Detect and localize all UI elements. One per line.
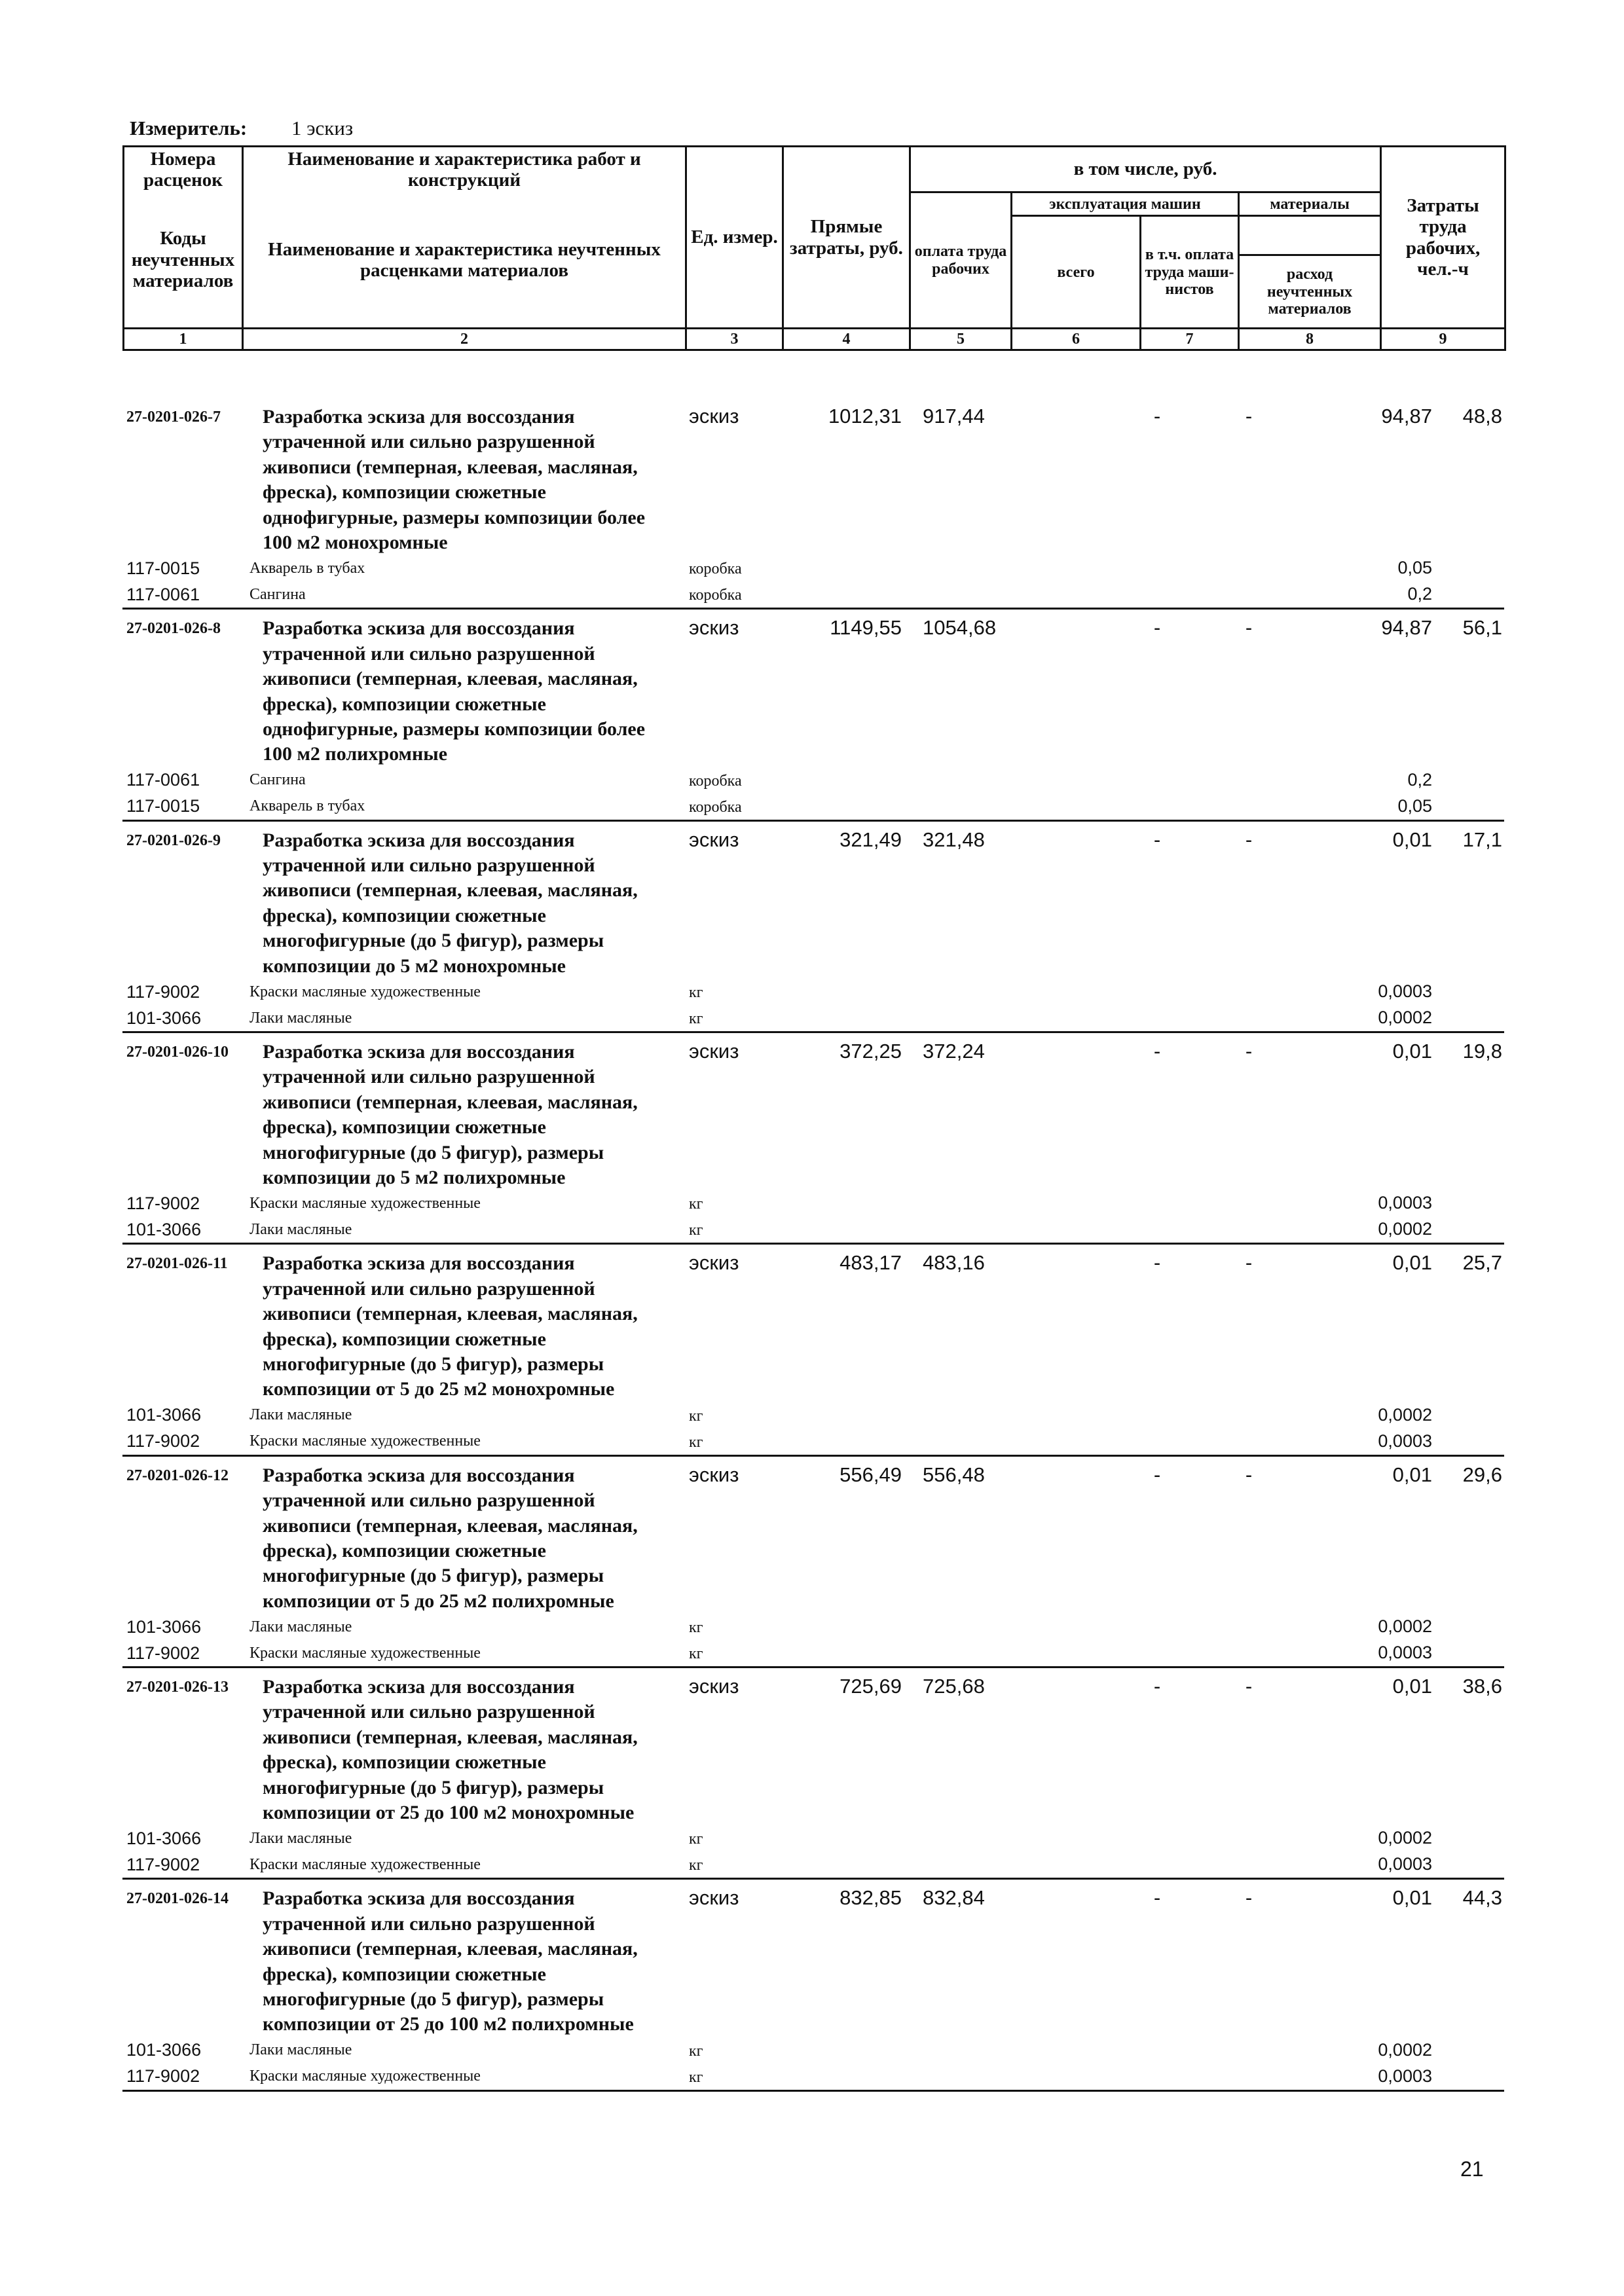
page-number: 21 [1460, 2157, 1484, 2181]
rate-row [122, 1033, 1504, 1190]
material-rate: 0,0002 [1378, 1404, 1432, 1425]
rate-code: 27-0201-026-13 [126, 1679, 229, 1696]
material-unit: кг [689, 2068, 703, 2086]
material-name: Лаки масляные [249, 1220, 352, 1238]
material-unit: кг [689, 1619, 703, 1637]
col-num: 9 [1381, 329, 1505, 350]
rate-code: 27-0201-026-7 [126, 409, 221, 426]
rate-entry [122, 1878, 1504, 2089]
material-rate: 0,0002 [1378, 2039, 1432, 2060]
rate-unit: эскиз [689, 1463, 739, 1486]
rate-machine-wages: - [1245, 405, 1253, 428]
rate-code: 27-0201-026-12 [126, 1467, 229, 1484]
material-unit: кг [689, 2042, 703, 2060]
rate-unit: эскиз [689, 405, 739, 428]
material-code: 117-9002 [126, 2066, 200, 2086]
rate-wages: 832,84 [923, 1886, 985, 1910]
material-rate: 0,0003 [1378, 1193, 1432, 1213]
rate-wages: 725,68 [923, 1675, 985, 1698]
material-name: Краски масляные художественные [249, 1855, 481, 1873]
material-row [122, 1216, 1504, 1243]
material-code: 117-0061 [126, 584, 200, 604]
material-code: 101-3066 [126, 1008, 202, 1028]
material-name: Сангина [249, 585, 306, 603]
rate-direct: 483,17 [840, 1251, 902, 1275]
rate-direct: 1012,31 [828, 405, 902, 428]
rate-labor: 17,1 [1462, 828, 1502, 851]
table-header [122, 145, 1506, 351]
rate-wages: 321,48 [923, 828, 985, 851]
hdr-mat-usage: расход неучтенных материалов [1239, 255, 1381, 329]
rate-code: 27-0201-026-10 [126, 1044, 229, 1061]
rate-direct: 321,49 [840, 828, 902, 851]
material-row [122, 1005, 1504, 1031]
material-rate: 0,0003 [1378, 1643, 1432, 1663]
rate-row [122, 1880, 1504, 2037]
rate-entry [122, 1243, 1504, 1454]
rate-labor: 44,3 [1462, 1886, 1502, 1910]
rate-wages: 372,24 [923, 1040, 985, 1063]
rate-machine-wages: - [1245, 1886, 1253, 1910]
rate-machine-wages: - [1245, 828, 1253, 851]
rate-row [122, 822, 1504, 979]
material-row [122, 2064, 1504, 2090]
rate-labor: 25,7 [1462, 1251, 1502, 1275]
rate-row [122, 1245, 1504, 1402]
material-name: Краски масляные художественные [249, 1644, 481, 1662]
rate-wages: 556,48 [923, 1463, 985, 1486]
material-unit: кг [689, 1407, 703, 1425]
material-rate: 0,0002 [1378, 1828, 1432, 1848]
rate-machines: - [1153, 405, 1161, 428]
rate-machine-wages: - [1245, 1040, 1253, 1063]
rate-unit: эскиз [689, 1886, 739, 1910]
material-row [122, 1190, 1504, 1216]
col-num: 8 [1239, 329, 1381, 350]
rate-materials: 94,87 [1381, 616, 1432, 640]
material-rate: 0,0003 [1378, 981, 1432, 1002]
material-rate: 0,05 [1397, 558, 1432, 578]
rate-labor: 29,6 [1462, 1463, 1502, 1486]
rate-name: Разработка эскиза для воссоздания утраченной или сильно разрушенной живописи (темперная, клеевая, масляная, фреска), композиции сюжетные многофигурные (до 5 фигур), размеры композиции от 5 до 25 м2 монохромные [263, 1252, 638, 1400]
material-code: 117-0015 [126, 796, 200, 816]
material-unit: кг [689, 1010, 703, 1028]
material-unit: кг [689, 1222, 703, 1239]
material-code: 117-0061 [126, 770, 200, 790]
material-code: 117-9002 [126, 1431, 200, 1451]
rate-entries [122, 398, 1504, 2092]
rate-code: 27-0201-026-8 [126, 620, 221, 638]
meter-line [130, 117, 353, 140]
rate-code: 27-0201-026-9 [126, 831, 221, 849]
rate-wages: 1054,68 [923, 616, 997, 640]
hdr-direct-costs: Прямые затраты, руб. [783, 147, 910, 329]
material-row [122, 555, 1504, 581]
hdr-column-numbers [124, 329, 1505, 350]
rate-labor: 48,8 [1462, 405, 1502, 428]
material-code: 117-0015 [126, 558, 200, 578]
col-num: 3 [686, 329, 783, 350]
rate-machine-wages: - [1245, 1463, 1253, 1486]
rate-machines: - [1153, 1251, 1161, 1275]
material-code: 101-3066 [126, 1828, 202, 1848]
material-unit: кг [689, 1857, 703, 1874]
material-row [122, 767, 1504, 793]
material-rate: 0,0002 [1378, 1616, 1432, 1637]
rate-direct: 372,25 [840, 1040, 902, 1063]
rate-materials: 0,01 [1392, 1463, 1432, 1486]
material-name: Краски масляные художественные [249, 983, 481, 1000]
rate-unit: эскиз [689, 1251, 739, 1275]
material-unit: коробка [689, 587, 742, 604]
material-rate: 0,05 [1397, 795, 1432, 816]
material-row [122, 581, 1504, 608]
rate-machines: - [1153, 828, 1161, 851]
rate-machine-wages: - [1245, 1675, 1253, 1698]
rate-machines: - [1153, 1675, 1161, 1698]
material-row [122, 979, 1504, 1005]
rate-row [122, 1668, 1504, 1825]
material-code: 117-9002 [126, 1643, 200, 1663]
material-row [122, 1614, 1504, 1640]
material-row [122, 793, 1504, 820]
material-code: 101-3066 [126, 1219, 202, 1239]
rate-code: 27-0201-026-14 [126, 1890, 229, 1908]
hdr-work-name: Наименование и характеристика работ и конструкций [243, 147, 686, 192]
material-rate: 0,0003 [1378, 1430, 1432, 1451]
material-unit: коробка [689, 560, 742, 578]
table-bottom-line [122, 2090, 1504, 2092]
material-name: Сангина [249, 771, 306, 789]
rate-name: Разработка эскиза для воссоздания утраченной или сильно разрушенной живописи (темперная, клеевая, масляная, фреска), композиции сюжетные однофигурные, размеры композиции более 100 м2 монохромные [263, 406, 646, 553]
rate-machines: - [1153, 1886, 1161, 1910]
material-row [122, 2037, 1504, 2064]
material-code: 101-3066 [126, 1616, 202, 1637]
material-name: Акварель в тубах [249, 559, 365, 577]
rate-name: Разработка эскиза для воссоздания утраченной или сильно разрушенной живописи (темперная, клеевая, масляная, фреска), композиции сюжетные многофигурные (до 5 фигур), размеры композиции до 5 м2 монохромные [263, 829, 638, 977]
material-code: 117-9002 [126, 1193, 200, 1213]
rate-name: Разработка эскиза для воссоздания утраченной или сильно разрушенной живописи (темперная, клеевая, масляная, фреска), композиции сюжетные однофигурные, размеры композиции более 100 м2 полихромные [263, 617, 646, 765]
col-num: 2 [243, 329, 686, 350]
rate-code: 27-0201-026-11 [126, 1255, 228, 1273]
material-code: 101-3066 [126, 1405, 202, 1425]
hdr-machines-total: всего [1012, 216, 1141, 329]
material-rate: 0,0003 [1378, 2066, 1432, 2086]
rate-name: Разработка эскиза для воссоздания утраченной или сильно разрушенной живописи (темперная, клеевая, масляная, фреска), композиции сюжетные многофигурные (до 5 фигур), размеры композиции от 5 до 25 м2 полихромные [263, 1464, 638, 1612]
rate-entry [122, 820, 1504, 1031]
meter-label: Измеритель: [130, 117, 248, 139]
col-num: 6 [1012, 329, 1141, 350]
material-name: Краски масляные художественные [249, 1432, 481, 1450]
material-name: Краски масляные художественные [249, 2068, 481, 2085]
material-name: Лаки масляные [249, 1009, 352, 1027]
rate-unit: эскиз [689, 828, 739, 851]
material-name: Краски масляные художественные [249, 1194, 481, 1212]
material-row [122, 1851, 1504, 1878]
hdr-labor: Затраты труда рабочих, чел.-ч [1381, 147, 1505, 329]
material-row [122, 1640, 1504, 1666]
rate-unit: эскиз [689, 616, 739, 640]
rate-unit: эскиз [689, 1675, 739, 1698]
rate-name: Разработка эскиза для воссоздания утраченной или сильно разрушенной живописи (темперная, клеевая, масляная, фреска), композиции сюжетные многофигурные (до 5 фигур), размеры композиции от 25 до 100 м2 монохромные [263, 1676, 638, 1824]
rate-machines: - [1153, 616, 1161, 640]
material-unit: коробка [689, 798, 742, 816]
hdr-unit: Ед. измер. [686, 147, 783, 329]
rate-name: Разработка эскиза для воссоздания утраченной или сильно разрушенной живописи (темперная, клеевая, масляная, фреска), композиции сюжетные многофигурные (до 5 фигур), размеры композиции до 5 м2 полихромные [263, 1041, 638, 1188]
rate-entry [122, 1455, 1504, 1666]
rate-labor: 19,8 [1462, 1040, 1502, 1063]
hdr-wages: оплата труда рабочих [910, 192, 1012, 329]
material-rate: 0,2 [1407, 769, 1432, 790]
rate-direct: 832,85 [840, 1886, 902, 1910]
col-num: 5 [910, 329, 1012, 350]
rate-name: Разработка эскиза для воссоздания утраченной или сильно разрушенной живописи (темперная, клеевая, масляная, фреска), композиции сюжетные многофигурные (до 5 фигур), размеры композиции от 25 до 100 м2 полихромные [263, 1887, 638, 2035]
rate-machines: - [1153, 1463, 1161, 1486]
rate-machines: - [1153, 1040, 1161, 1063]
hdr-including: в том числе, руб. [910, 147, 1381, 192]
material-rate: 0,0002 [1378, 1219, 1432, 1239]
rate-materials: 0,01 [1392, 1675, 1432, 1698]
rate-materials: 0,01 [1392, 1251, 1432, 1275]
material-unit: кг [689, 984, 703, 1002]
hdr-machines-wages: в т.ч. оплата труда маши-нистов [1141, 216, 1239, 329]
rate-row [122, 398, 1504, 555]
material-name: Лаки масляные [249, 1829, 352, 1847]
rate-entry [122, 608, 1504, 819]
rate-wages: 483,16 [923, 1251, 985, 1275]
material-unit: коробка [689, 772, 742, 790]
material-row [122, 1825, 1504, 1851]
rate-entry [122, 1666, 1504, 1878]
material-name: Лаки масляные [249, 1406, 352, 1424]
material-row [122, 1429, 1504, 1455]
rate-direct: 1149,55 [830, 616, 902, 640]
material-unit: кг [689, 1831, 703, 1848]
rate-direct: 556,49 [840, 1463, 902, 1486]
material-code: 117-9002 [126, 1854, 200, 1874]
hdr-rate-numbers: Номера расценок [124, 147, 243, 192]
rate-row [122, 610, 1504, 767]
material-code: 101-3066 [126, 2040, 202, 2060]
rate-unit: эскиз [689, 1040, 739, 1063]
material-name: Акварель в тубах [249, 797, 365, 815]
rate-direct: 725,69 [840, 1675, 902, 1698]
col-num: 1 [124, 329, 243, 350]
material-unit: кг [689, 1433, 703, 1451]
material-row [122, 1402, 1504, 1429]
rate-entry [122, 1031, 1504, 1243]
rate-labor: 56,1 [1462, 616, 1502, 640]
material-name: Лаки масляные [249, 2041, 352, 2059]
hdr-machines: эксплуатация машин [1012, 192, 1239, 216]
col-num: 4 [783, 329, 910, 350]
rate-entry [122, 398, 1504, 608]
meter-value: 1 эскиз [291, 117, 354, 139]
material-rate: 0,0003 [1378, 1854, 1432, 1874]
rate-row [122, 1457, 1504, 1614]
hdr-mat-name: Наименование и характеристика неучтенных расценками материалов [243, 192, 686, 329]
material-rate: 0,2 [1407, 584, 1432, 604]
col-num: 7 [1141, 329, 1239, 350]
rate-labor: 38,6 [1462, 1675, 1502, 1698]
rate-materials: 0,01 [1392, 1886, 1432, 1910]
rate-materials: 94,87 [1381, 405, 1432, 428]
hdr-mat-codes: Коды неучтенных материалов [124, 192, 243, 329]
rate-machine-wages: - [1245, 1251, 1253, 1275]
material-name: Лаки масляные [249, 1618, 352, 1635]
rate-materials: 0,01 [1392, 828, 1432, 851]
material-rate: 0,0002 [1378, 1008, 1432, 1028]
rate-materials: 0,01 [1392, 1040, 1432, 1063]
rate-wages: 917,44 [923, 405, 985, 428]
hdr-materials: материалы [1239, 192, 1381, 216]
material-code: 117-9002 [126, 981, 200, 1002]
rate-machine-wages: - [1245, 616, 1253, 640]
material-unit: кг [689, 1195, 703, 1213]
material-unit: кг [689, 1645, 703, 1663]
